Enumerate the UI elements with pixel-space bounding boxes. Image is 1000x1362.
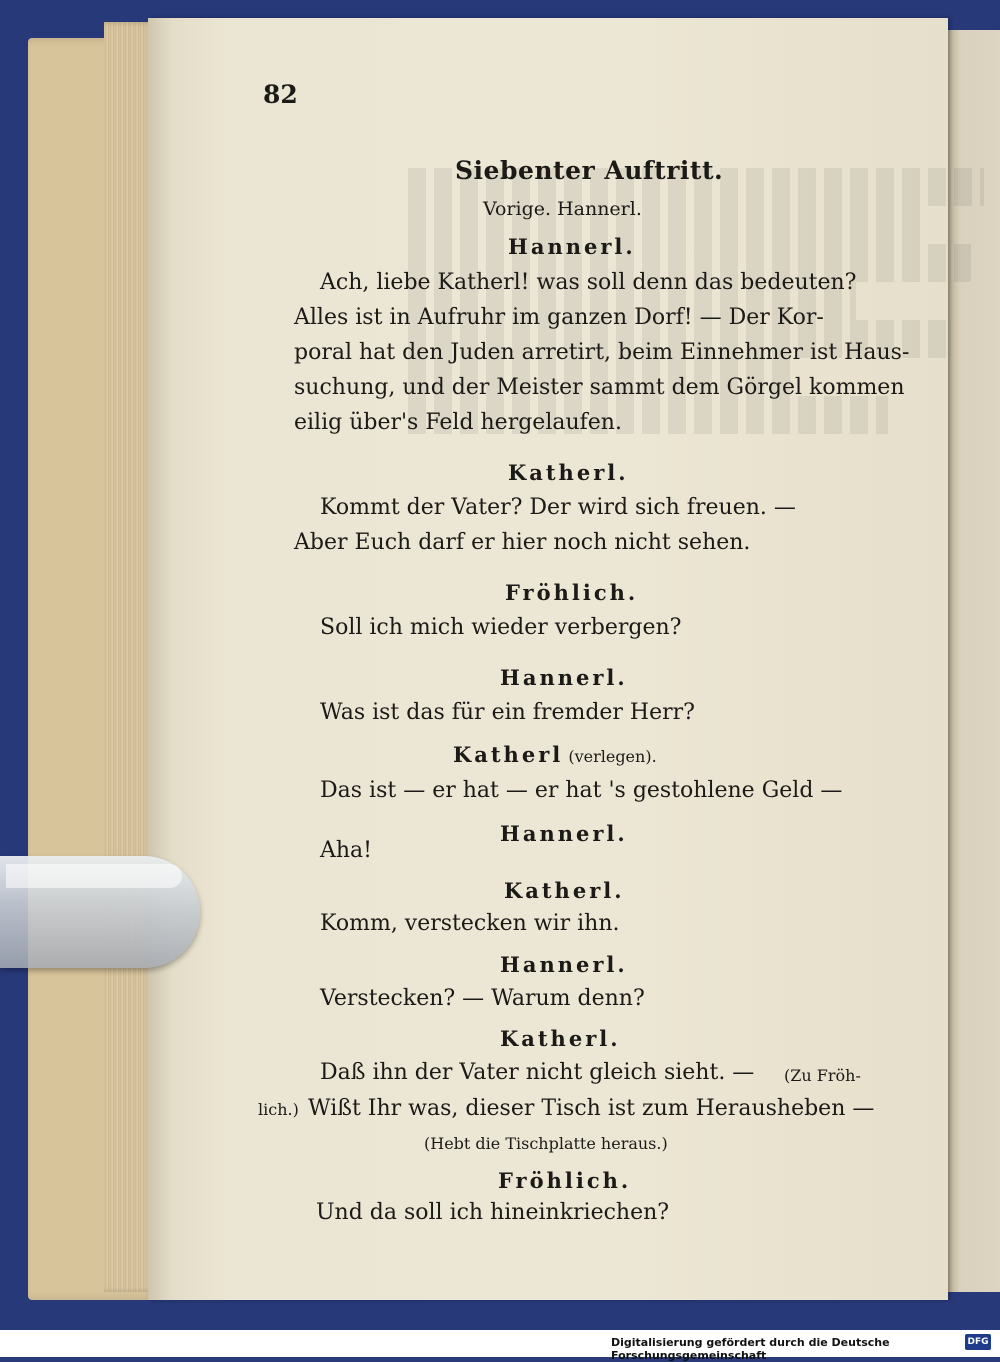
- dialogue-line: Aber Euch darf er hier noch nicht sehen.: [294, 530, 751, 555]
- dialogue-line: poral hat den Juden arretirt, beim Einnehmer ist Haus-: [294, 340, 910, 365]
- dialogue-line: Das ist — er hat — er hat 's gestohlene Geld —: [320, 778, 843, 803]
- dialogue-line: Aha!: [320, 838, 373, 863]
- speaker-name: Hannerl.: [500, 952, 628, 977]
- dialogue-line: Alles ist in Aufruhr im ganzen Dorf! — Der Kor-: [294, 305, 824, 330]
- dfg-logo: DFG: [965, 1334, 991, 1350]
- page-number: 82: [263, 80, 298, 109]
- dialogue-line: eilig über's Feld hergelaufen.: [294, 410, 622, 435]
- dialogue-line: Daß ihn der Vater nicht gleich sieht. —: [320, 1060, 755, 1085]
- stage-direction: (Zu Fröh-: [784, 1066, 861, 1085]
- dialogue-line: Kommt der Vater? Der wird sich freuen. —: [320, 495, 796, 520]
- scene-heading: Siebenter Auftritt.: [455, 156, 724, 185]
- speaker-with-direction: [453, 742, 657, 767]
- speaker-name: Katherl.: [504, 878, 625, 903]
- speaker-name: Fröhlich.: [498, 1168, 632, 1193]
- dialogue-line: Ach, liebe Katherl! was soll denn das bedeuten?: [320, 270, 857, 295]
- speaker-name: Katherl.: [500, 1026, 621, 1051]
- stage-direction: (Hebt die Tischplatte heraus.): [424, 1134, 668, 1153]
- stage-direction: (verlegen).: [568, 747, 657, 766]
- book-page: [148, 18, 948, 1300]
- speaker-name: Katherl: [453, 742, 564, 767]
- dialogue-line: Verstecken? — Warum denn?: [320, 986, 645, 1011]
- speaker-name: Hannerl.: [500, 821, 628, 846]
- speaker-name: Katherl.: [508, 460, 629, 485]
- stage-direction: lich.): [258, 1100, 299, 1119]
- speaker-name: Hannerl.: [500, 665, 628, 690]
- dialogue-line: suchung, und der Meister sammt dem Görgel kommen: [294, 375, 905, 400]
- speaker-name: Fröhlich.: [505, 580, 639, 605]
- dialogue-line: Wißt Ihr was, dieser Tisch ist zum Herausheben —: [308, 1096, 875, 1121]
- slider-gloss: [6, 864, 182, 888]
- dialogue-line: Komm, verstecken wir ihn.: [320, 911, 620, 936]
- scene-persons: Vorige. Hannerl.: [483, 198, 642, 220]
- speaker-name: Hannerl.: [508, 234, 636, 259]
- dialogue-line: Was ist das für ein fremder Herr?: [320, 700, 695, 725]
- dialogue-line: Und da soll ich hineinkriechen?: [316, 1200, 670, 1225]
- page-slider-handle[interactable]: [0, 856, 200, 968]
- dialogue-line: Soll ich mich wieder verbergen?: [320, 615, 682, 640]
- funding-notice: Digitalisierung gefördert durch die Deutsche Forschungsgemeinschaft: [611, 1336, 890, 1362]
